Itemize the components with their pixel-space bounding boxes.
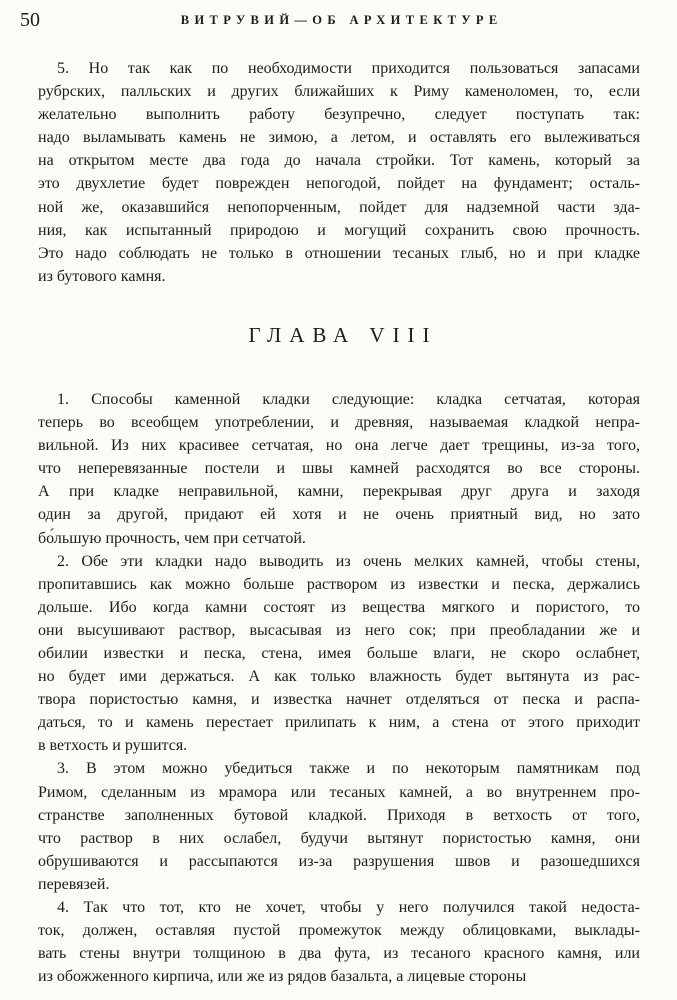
text-line: бо́льшую прочность, чем при сетчатой. xyxy=(38,529,306,547)
text-line: что неперевязанные постели и швы камней расходятся во все стороны. xyxy=(38,460,640,478)
text-line: из обожженного кирпича, или же из рядов базальта, а лицевые стороны xyxy=(38,968,527,986)
text-line: теперь во всеобщем употреблении, и древняя, называемая кладкой непра- xyxy=(38,414,640,432)
text-line: это двухлетие будет поврежден непогодой, пойдет на фундамент; осталь- xyxy=(38,175,640,193)
text-line: обилии известки и песка, стена, имея больше влаги, не скоро ослабнет, xyxy=(38,644,640,662)
paragraph xyxy=(38,57,640,288)
text-line: ток, должен, оставляя пустой промежуток между облицовками, выклады- xyxy=(38,922,640,940)
text-line: но будет ими держаться. А как только влажность будет вытянута из рас- xyxy=(38,668,640,686)
paragraph xyxy=(38,757,640,896)
text-line: обрушиваются и рассыпаются из-за разрушения швов и разошедшихся xyxy=(38,852,640,870)
text-line: 4. Так что тот, кто не хочет, чтобы у него получился такой недоста- xyxy=(57,899,640,916)
text-line: А при кладке неправильной, камни, перекрывая друг друга и заходя xyxy=(38,483,640,501)
text-line: один за другой, придают ей хотя и не очень приятный вид, но зато xyxy=(38,506,640,524)
text-line: вать стены внутри толщиною в два фута, из тесаного красного камня, или xyxy=(38,945,640,963)
text-line: 1. Способы каменной кладки следующие: кладка сетчатая, которая xyxy=(57,390,640,408)
paragraph xyxy=(38,388,640,550)
text-line: ной же, оказавшийся непопорченным, пойдет для надземной части зда- xyxy=(38,198,640,216)
text-line: перевязей. xyxy=(38,875,110,893)
running-title: ВИТРУВИЙ—ОБ АРХИТЕКТУРЕ xyxy=(180,13,503,27)
text-line: Римом, сделанным из мрамора или тесаных камней, а во внутреннем про- xyxy=(38,783,640,801)
text-line: твора пористостью камня, и известка начнет отделяться от песка и распа- xyxy=(38,691,640,709)
page-body xyxy=(38,57,640,988)
paragraph xyxy=(38,896,640,988)
text-line: дольше. Ибо когда камни состоят из вещества мягкого и пористого, то xyxy=(38,598,640,616)
text-line: даться, то и камень перестает прилипать к ним, а стена от этого приходит xyxy=(38,714,640,732)
text-line: 3. В этом можно убедиться также и по некоторым памятникам под xyxy=(57,760,640,778)
page-header xyxy=(20,8,640,34)
paragraph xyxy=(38,550,640,758)
text-line: на открытом месте два года до начала стройки. Тот камень, который за xyxy=(38,152,640,170)
chapter-heading: ГЛАВА VIII xyxy=(248,322,438,347)
text-line: из бутового камня. xyxy=(38,267,166,285)
text-line: они высушивают раствор, высасывая из него сок; при преобладании же и xyxy=(38,621,640,639)
text-line: желательно выполнить работу безупречно, следует поступать так: xyxy=(38,106,640,124)
text-line: надо выламывать камень не зимою, а летом, и оставлять его вылеживаться xyxy=(38,129,640,147)
text-line: рубрских, палльских и других ближайших к Риму каменоломен, то, если xyxy=(38,83,640,101)
text-line: 5. Но так как по необходимости приходится пользоваться запасами xyxy=(57,60,640,77)
text-line: ния, как испытанный природою и могущий сохранить свою прочность. xyxy=(38,221,640,239)
text-line: странстве заполненных бутовой кладкой. Приходя в ветхость от того, xyxy=(38,806,640,824)
text-line: вильной. Из них красивее сетчатая, но она легче дает трещины, из-за того, xyxy=(38,437,640,455)
page-number: 50 xyxy=(20,9,40,31)
text-line: пропитавшись как можно больше раствором из известки и песка, держались xyxy=(38,575,640,593)
text-line: Это надо соблюдать не только в отношении тесаных глыб, но и при кладке xyxy=(38,244,640,262)
text-line: в ветхость и рушится. xyxy=(38,737,188,755)
text-line: что раствор в них ослабел, будучи вытянут пористостью камня, они xyxy=(38,829,640,847)
text-line: 2. Обе эти кладки надо выводить из очень мелких камней, чтобы стены, xyxy=(57,552,640,570)
